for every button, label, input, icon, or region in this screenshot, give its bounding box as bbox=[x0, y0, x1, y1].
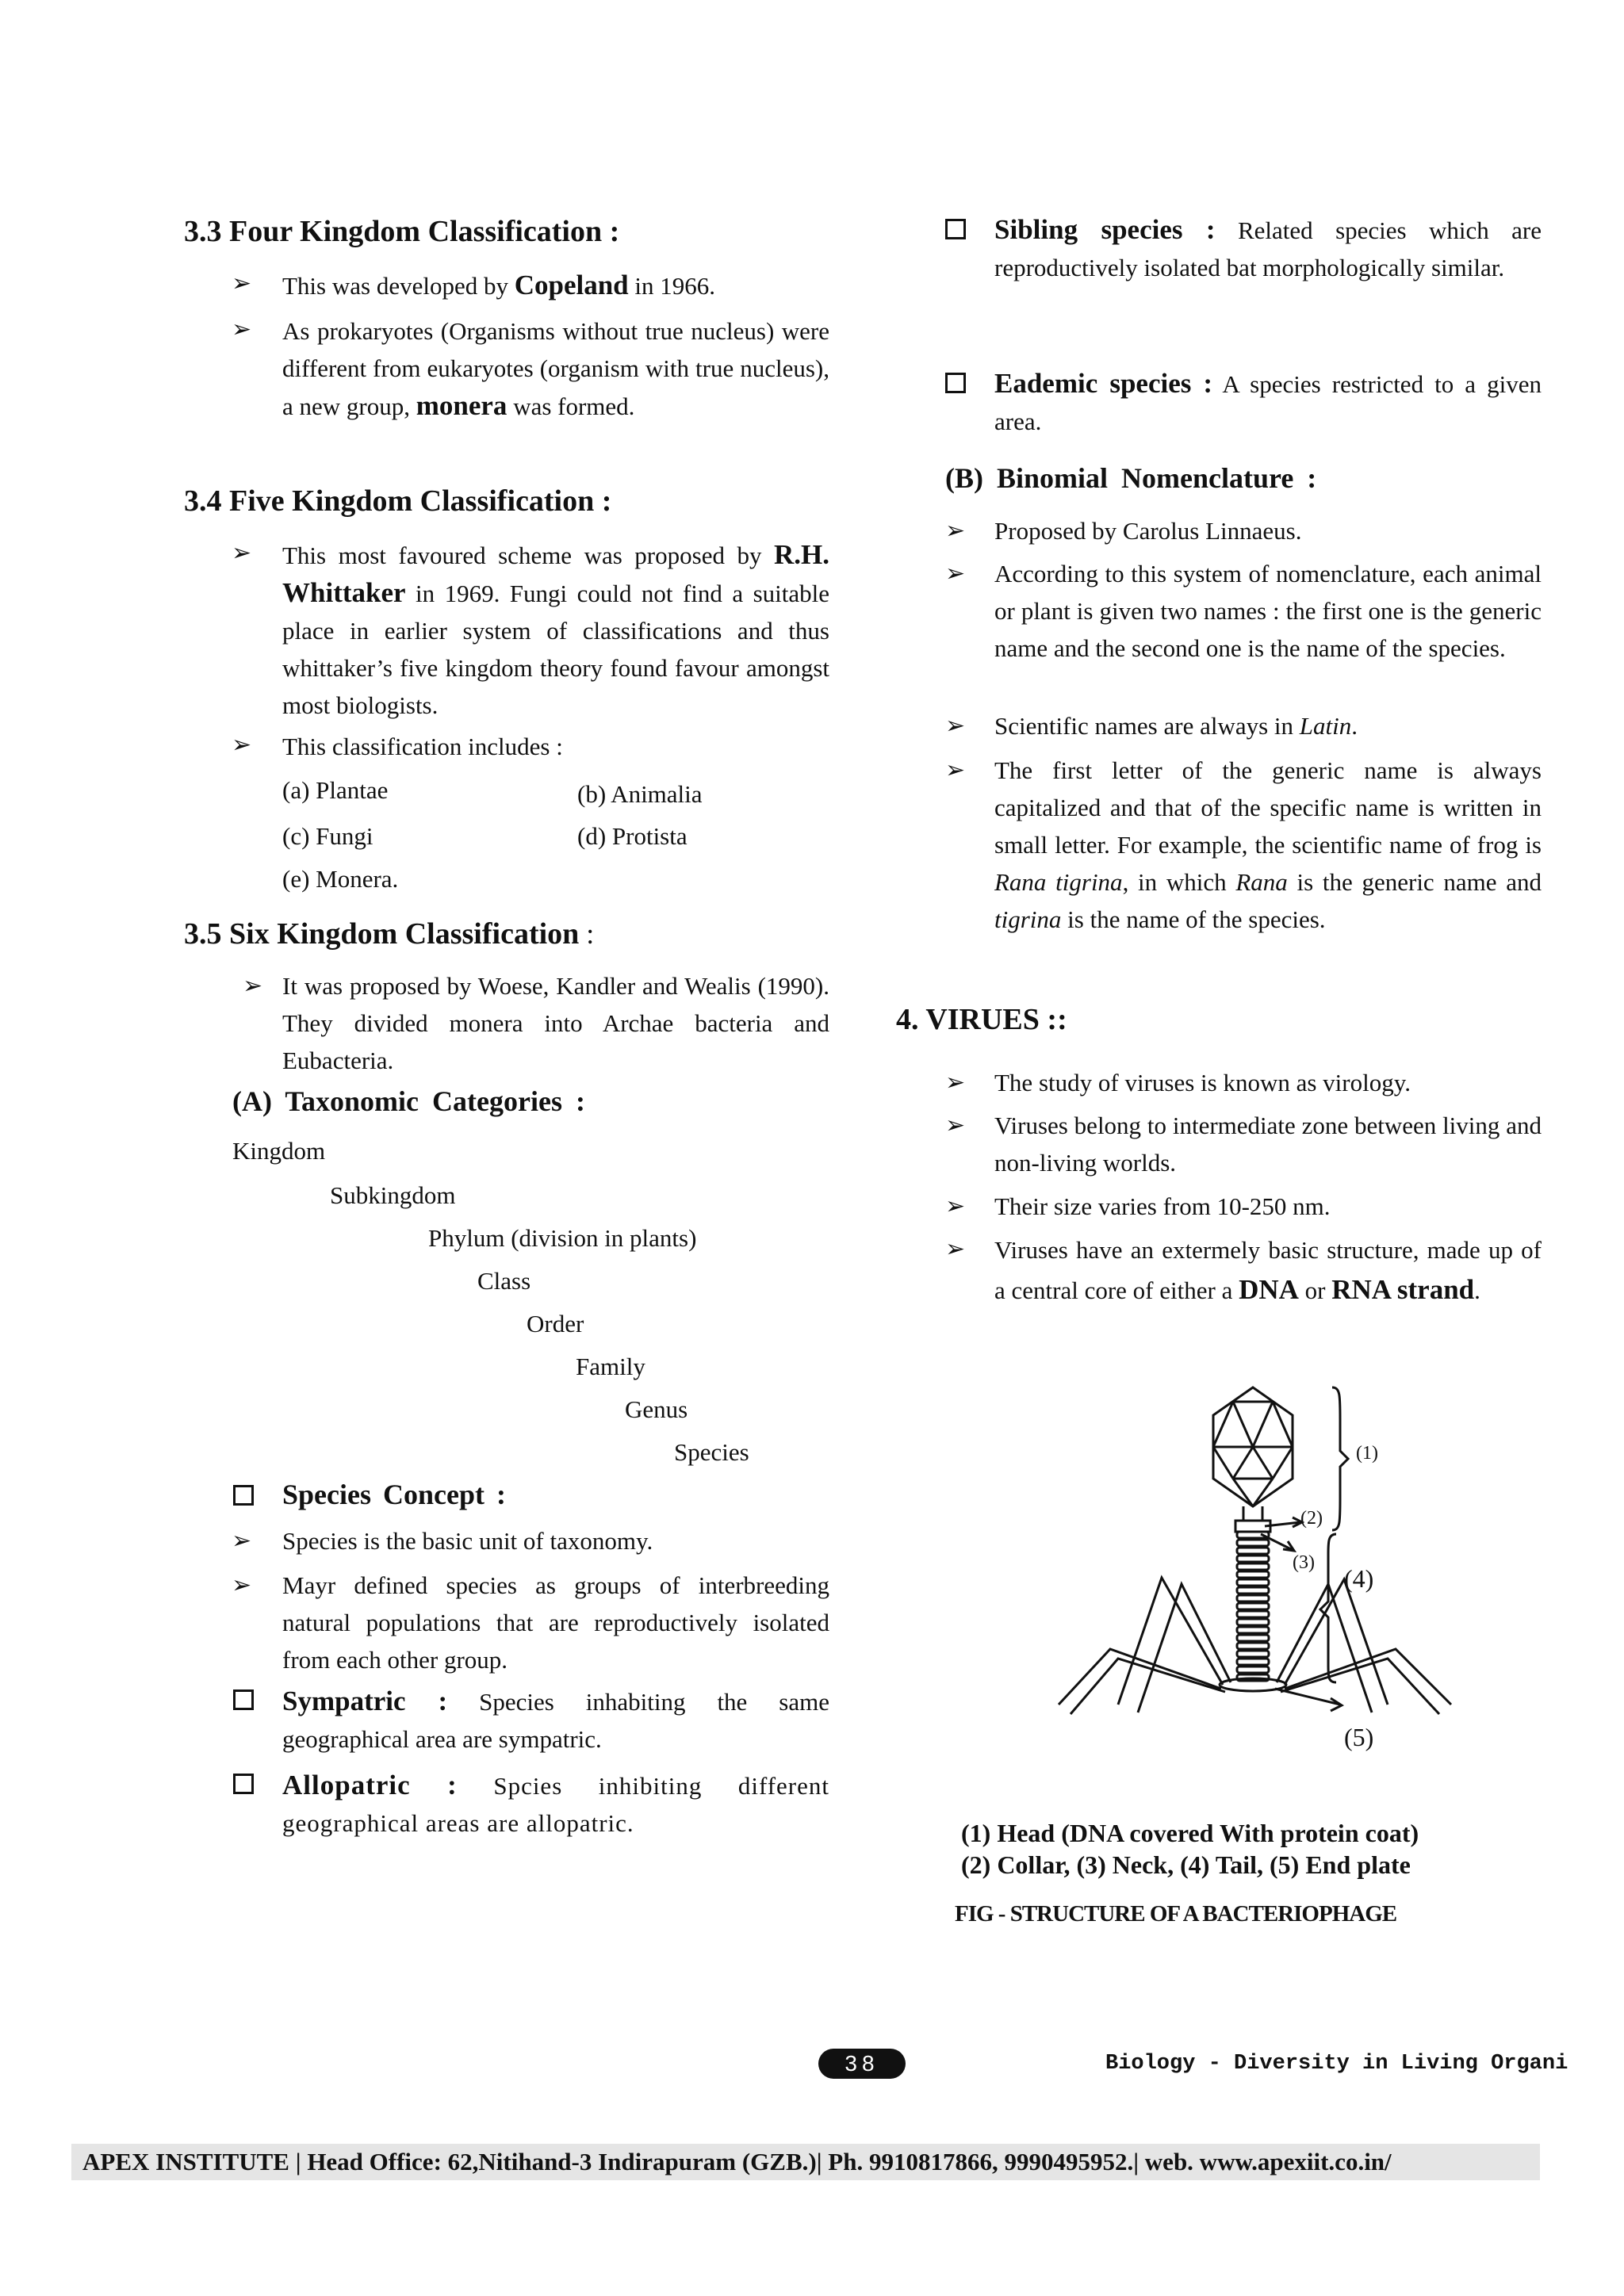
binomial-bullet-2: According to this system of nomenclature, each animal or plant is given two names : the first one is the generic name and the second one is the name of the species. bbox=[994, 560, 1542, 662]
bullet-arrow-icon: ➢ bbox=[232, 316, 252, 342]
s33-bullet-2: As prokaryotes (Organisms without true nucleus) were different from eukaryotes (organism with true nucleus), a new group, monera was formed. bbox=[282, 317, 829, 421]
bullet-arrow-icon: ➢ bbox=[945, 561, 966, 587]
bullet-arrow-icon: ➢ bbox=[945, 1193, 966, 1219]
sympatric-definition: Sympatric : Species inhabiting the same geographical area are sympatric. bbox=[282, 1686, 829, 1753]
tax-level-kingdom: Kingdom bbox=[232, 1137, 326, 1165]
kingdom-item-d: (d) Protista bbox=[577, 822, 688, 850]
institute-info: APEX INSTITUTE | Head Office: 62,Nitihand-3 Indirapuram (GZB.)| Ph. 9910817866, 9990495952.| web. www.apexiit.co.in/ bbox=[82, 2148, 1392, 2175]
label-3: (3) bbox=[1293, 1552, 1315, 1573]
label-5: (5) bbox=[1344, 1723, 1374, 1751]
bullet-arrow-icon: ➢ bbox=[232, 540, 252, 566]
section-3-4-heading: 3.4 Five Kingdom Classification : bbox=[184, 484, 612, 518]
phage-head bbox=[1213, 1387, 1293, 1506]
binomial-nomenclature-heading: (B) Binomial Nomenclature : bbox=[945, 462, 1317, 494]
tax-level-species: Species bbox=[674, 1438, 749, 1466]
bullet-arrow-icon: ➢ bbox=[232, 270, 252, 297]
phage-tail bbox=[1237, 1532, 1269, 1681]
endemic-species-definition: Eademic species : A species restricted to a given area. bbox=[994, 368, 1542, 435]
running-title: Biology - Diversity in Living Organi bbox=[1105, 2052, 1568, 2076]
tax-level-order: Order bbox=[527, 1310, 584, 1337]
tax-level-family: Family bbox=[576, 1353, 645, 1380]
checkbox-bullet-icon bbox=[233, 1689, 254, 1710]
binomial-bullet-4: The first letter of the generic name is always capitalized and that of the specific name is written in small letter. For example, the scientific name of frog is Rana tigrina, in which Rana is the generic name and tigrina is the name of the species. bbox=[994, 756, 1542, 933]
bullet-arrow-icon: ➢ bbox=[232, 732, 252, 758]
tax-level-class: Class bbox=[477, 1267, 531, 1295]
s33-bullet-1: This was developed by Copeland in 1966. bbox=[282, 270, 716, 300]
s34-bullet-1: This most favoured scheme was proposed by R.H. Whittaker in 1969. Fungi could not find a suitable place in earlier system of classifications and thus whittaker’s five kingdom theory found favour amongst most biologists. bbox=[282, 539, 829, 719]
allopatric-definition: Allopatric : Spcies inhibiting different geographical areas are allopatric. bbox=[282, 1770, 830, 1837]
bullet-arrow-icon: ➢ bbox=[232, 1572, 252, 1598]
viruses-bullet-4: Viruses have an extermely basic structure, made up of a central core of either a DNA or RNA strand. bbox=[994, 1236, 1542, 1305]
section-4-heading: 4. VIRUES :: bbox=[896, 1003, 1067, 1036]
tax-level-genus: Genus bbox=[625, 1395, 688, 1423]
kingdom-item-e: (e) Monera. bbox=[282, 865, 399, 893]
sibling-species-definition: Sibling species : Related species which are reproductively isolated bat morphologically similar. bbox=[994, 214, 1542, 281]
checkbox-bullet-icon bbox=[233, 1774, 254, 1794]
species-bullet-2: Mayr defined species as groups of interbreeding natural populations that are reproductively isolated from each other group. bbox=[282, 1571, 829, 1674]
kingdom-item-c: (c) Fungi bbox=[282, 822, 373, 850]
bullet-arrow-icon: ➢ bbox=[243, 973, 263, 999]
bullet-arrow-icon: ➢ bbox=[945, 1236, 966, 1262]
bullet-arrow-icon: ➢ bbox=[945, 713, 966, 739]
bullet-arrow-icon: ➢ bbox=[945, 518, 966, 544]
checkbox-bullet-icon bbox=[945, 373, 966, 393]
bullet-arrow-icon: ➢ bbox=[945, 1070, 966, 1096]
label-2: (2) bbox=[1300, 1508, 1323, 1529]
species-concept-heading: Species Concept : bbox=[282, 1479, 506, 1510]
taxonomic-categories-heading: (A) Taxonomic Categories : bbox=[232, 1085, 585, 1117]
bacteriophage-diagram bbox=[1023, 1372, 1483, 1784]
binomial-bullet-3: Scientific names are always in Latin. bbox=[994, 712, 1358, 740]
tax-level-subkingdom: Subkingdom bbox=[330, 1181, 456, 1209]
kingdom-item-b: (b) Animalia bbox=[577, 780, 703, 808]
figure-caption-1: (1) Head (DNA covered With protein coat) bbox=[961, 1819, 1419, 1847]
viruses-bullet-1: The study of viruses is known as virology. bbox=[994, 1069, 1411, 1096]
label-1: (1) bbox=[1356, 1443, 1378, 1464]
tax-level-phylum: Phylum (division in plants) bbox=[428, 1224, 697, 1252]
s35-bullet-1: It was proposed by Woese, Kandler and Wealis (1990). They divided monera into Archae bacteria and Eubacteria. bbox=[282, 972, 829, 1074]
viruses-bullet-3: Their size varies from 10-250 nm. bbox=[994, 1192, 1331, 1220]
label-4: (4) bbox=[1344, 1564, 1374, 1593]
figure-title: FIG - STRUCTURE OF A BACTERIOPHAGE bbox=[955, 1901, 1397, 1927]
footer-bar bbox=[71, 2144, 1540, 2180]
phage-collar bbox=[1235, 1506, 1270, 1532]
bullet-arrow-icon: ➢ bbox=[945, 1112, 966, 1138]
phage-tail-fibres bbox=[1059, 1578, 1451, 1714]
kingdom-item-a: (a) Plantae bbox=[282, 776, 389, 804]
species-bullet-1: Species is the basic unit of taxonomy. bbox=[282, 1527, 653, 1555]
page-number-badge: 38 bbox=[818, 2049, 906, 2079]
section-3-3-heading: 3.3 Four Kingdom Classification : bbox=[184, 215, 620, 248]
checkbox-bullet-icon bbox=[233, 1485, 254, 1506]
binomial-bullet-1: Proposed by Carolus Linnaeus. bbox=[994, 517, 1302, 545]
s34-bullet-2: This classification includes : bbox=[282, 733, 563, 760]
section-3-5-heading: 3.5 Six Kingdom Classification : bbox=[184, 917, 595, 951]
checkbox-bullet-icon bbox=[945, 219, 966, 239]
bullet-arrow-icon: ➢ bbox=[945, 757, 966, 783]
bullet-arrow-icon: ➢ bbox=[232, 1528, 252, 1554]
viruses-bullet-2: Viruses belong to intermediate zone between living and non-living worlds. bbox=[994, 1112, 1542, 1177]
figure-caption-2: (2) Collar, (3) Neck, (4) Tail, (5) End plate bbox=[961, 1850, 1411, 1879]
